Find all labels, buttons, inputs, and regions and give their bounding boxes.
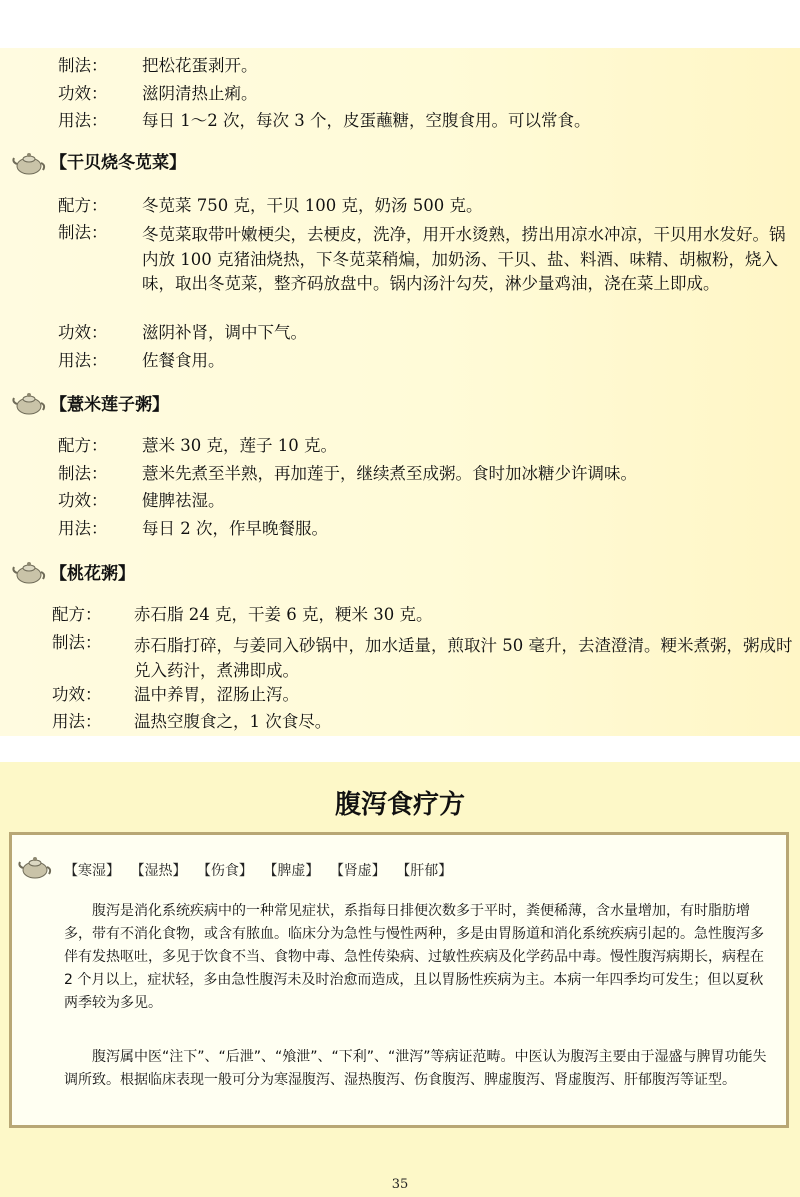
row-text: 赤石脂 24 克，干姜 6 克，粳米 30 克。 (134, 605, 433, 624)
row-label: 制法： (58, 56, 108, 75)
row-label: 用法： (52, 712, 102, 731)
row-label: 配方： (58, 436, 108, 455)
row-label: 配方： (52, 605, 102, 624)
description-paragraph: 腹泻是消化系统疾病中的一种常见症状，系指每日排便次数多于平时，粪便稀薄，含水量增加，有时脂肪增多，带有不消化食物，或含有脓血。临床分为急性与慢性两种，多是由胃肠道和消化系统疾病引起的。急性腹泻多伴有发热呕吐，多见于饮食不当、食物中毒、急性传染病、过敏性疾病及化学药品中毒。慢性腹泻病期长，病程在 2 个月以上，症状轻，多由急性腹泻未及时治愈而造成，且以胃肠性疾病为主。本病一年四季均可发生；但以夏秋两季较为多见。 (64, 903, 764, 1011)
teapot-icon (12, 390, 46, 416)
row-label: 用法： (58, 519, 108, 538)
row-label: 制法： (52, 633, 102, 652)
tag-link[interactable]: 【脾虚】 (263, 863, 320, 879)
teapot-icon (18, 854, 52, 880)
tag-link[interactable]: 【伤食】 (196, 863, 253, 879)
tag-list (64, 860, 458, 880)
row-text: 佐餐食用。 (142, 351, 225, 370)
section-title: 腹泻食疗方 (334, 790, 465, 820)
row-text: 薏米 30 克，莲子 10 克。 (142, 436, 337, 455)
description-paragraph: 腹泻属中医“注下”、“后泄”、“飧泄”、“下利”、“泄泻”等病证范畴。中医认为腹泻主要由于湿盛与脾胃功能失调所致。根据临床表现一般可分为寒湿腹泻、湿热腹泻、伤食腹泻、脾虚腹泻、肾虚腹泻、肝郁腹泻等证型。 (64, 1049, 767, 1088)
row-text: 冬苋菜取带叶嫩梗尖，去梗皮，洗净，用开水烫熟，捞出用凉水冲凉，干贝用水发好。锅内放 100 克猪油烧热，下冬苋菜稍煸，加奶汤、干贝、盐、料酒、味精、胡椒粉，烧入味，取出冬苋菜，整齐码放盘中。锅内汤汁勾芡，淋少量鸡油，浇在菜上即成。 (142, 225, 786, 293)
row-text: 赤石脂打碎，与姜同入砂锅中，加水适量，煎取汁 50 毫升，去渣澄清。粳米煮粥，粥成时兑入药汁，煮沸即成。 (134, 636, 793, 680)
row-label: 功效： (58, 323, 108, 342)
row-label: 功效： (58, 84, 108, 103)
recipe-row (52, 633, 792, 683)
row-text: 冬苋菜 750 克，干贝 100 克，奶汤 500 克。 (142, 196, 483, 215)
tag-link[interactable]: 【肾虚】 (329, 863, 386, 879)
recipe-title: 【桃花粥】 (50, 564, 135, 584)
row-text: 每日 1～2 次，每次 3 个，皮蛋蘸糖，空腹食用。可以常食。 (142, 111, 591, 130)
row-text: 把松花蛋剥开。 (142, 56, 258, 75)
row-label: 制法： (58, 223, 108, 242)
page-number: 35 (391, 1177, 409, 1192)
teapot-icon (12, 150, 46, 176)
row-text: 健脾祛湿。 (142, 491, 225, 510)
teapot-icon (12, 559, 46, 585)
row-label: 功效： (58, 491, 108, 510)
row-text: 薏米先煮至半熟，再加莲于，继续煮至成粥。食时加冰糖少许调味。 (142, 464, 637, 483)
row-text: 温热空腹食之，1 次食尽。 (134, 712, 332, 731)
row-label: 制法： (58, 464, 108, 483)
row-text: 滋阴补肾，调中下气。 (142, 323, 307, 342)
row-text: 滋阴清热止痢。 (142, 84, 258, 103)
row-text: 每日 2 次，作早晚餐服。 (142, 519, 328, 538)
tag-link[interactable]: 【寒湿】 (64, 863, 120, 879)
row-label: 用法： (58, 111, 108, 130)
tag-link[interactable]: 【湿热】 (130, 863, 187, 879)
recipe-title: 【干贝烧冬苋菜】 (50, 153, 186, 173)
tag-link[interactable]: 【肝郁】 (396, 863, 453, 879)
row-label: 用法： (58, 351, 108, 370)
row-label: 配方： (58, 196, 108, 215)
recipe-title: 【薏米莲子粥】 (50, 395, 169, 415)
row-label: 功效： (52, 685, 102, 704)
recipe-row (58, 223, 788, 323)
row-text: 温中养胃，涩肠止泻。 (134, 685, 299, 704)
